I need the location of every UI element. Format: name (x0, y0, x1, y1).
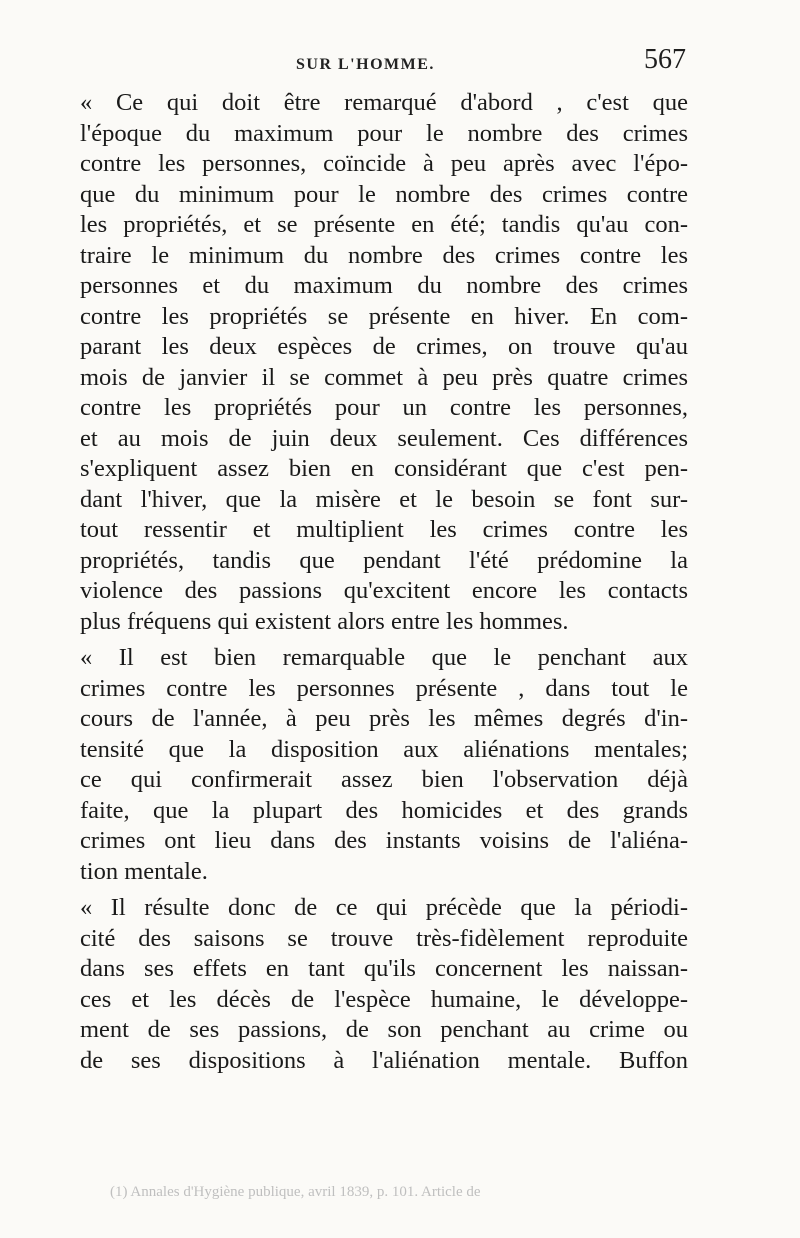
text-line: dans ses effets en tant qu'ils concernent les naissan- (80, 955, 688, 982)
text-line: que du minimum pour le nombre des crimes contre (80, 180, 688, 208)
text-line: plus fréquens qui existent alors entre les hommes. (80, 607, 569, 635)
text-line: les propriétés, et se présente en été; tandis qu'au con- (80, 211, 688, 238)
page-number: 567 (644, 44, 686, 75)
text-line: « Il est bien remarquable que le penchant aux (80, 644, 688, 671)
text-line: violence des passions qu'excitent encore les contacts (80, 577, 688, 604)
text-line: faite, que la plupart des homicides et des grands (80, 796, 688, 824)
text-line: ce qui confirmerait assez bien l'observation déjà (80, 766, 688, 793)
text-line: ment de ses passions, de son penchant au crime ou (80, 1016, 688, 1043)
text-line: « Ce qui doit être remarqué d'abord , c'est que (80, 89, 688, 116)
text-line: et au mois de juin deux seulement. Ces différences (80, 424, 688, 452)
text-line: personnes et du maximum du nombre des crimes (80, 272, 688, 299)
text-line: crimes ont lieu dans des instants voisins de l'aliéna- (80, 827, 688, 854)
text-line: tensité que la disposition aux aliénations mentales; (80, 735, 688, 763)
text-line: « Il résulte donc de ce qui précède que la périodi- (80, 894, 688, 921)
text-line: de ses dispositions à l'aliénation mentale. Buffon (80, 1046, 688, 1074)
text-line: parant les deux espèces de crimes, on trouve qu'au (80, 333, 688, 360)
text-line: s'expliquent assez bien en considérant que c'est pen- (80, 455, 688, 482)
text-line: propriétés, tandis que pendant l'été prédomine la (80, 546, 688, 574)
text-line: tout ressentir et multiplient les crimes contre les (80, 516, 688, 543)
paragraph (80, 643, 688, 887)
footnote: (1) Annales d'Hygiène publique, avril 1839, p. 101. Article de (110, 1184, 481, 1200)
text-line: dant l'hiver, que la misère et le besoin se font sur- (80, 485, 688, 513)
text-line: traire le minimum du nombre des crimes contre les (80, 241, 688, 269)
text-line: tion mentale. (80, 857, 208, 885)
running-title: SUR L'HOMME. (296, 56, 435, 73)
text-line: contre les propriétés se présente en hiver. En com- (80, 302, 688, 330)
text-line: contre les propriétés pour un contre les personnes, (80, 394, 688, 421)
text-line: ces et les décès de l'espèce humaine, le développe- (80, 985, 688, 1013)
text-line: cité des saisons se trouve très-fidèlement reproduite (80, 924, 688, 952)
text-line: l'époque du maximum pour le nombre des crimes (80, 119, 688, 147)
paragraph (80, 88, 688, 637)
text-line: cours de l'année, à peu près les mêmes degrés d'in- (80, 705, 688, 732)
body-text (80, 88, 688, 1076)
text-line: contre les personnes, coïncide à peu après avec l'épo- (80, 150, 688, 177)
page-header (0, 44, 800, 84)
text-line: crimes contre les personnes présente , dans tout le (80, 674, 688, 702)
paragraph (80, 893, 688, 1076)
text-line: mois de janvier il se commet à peu près quatre crimes (80, 363, 688, 391)
